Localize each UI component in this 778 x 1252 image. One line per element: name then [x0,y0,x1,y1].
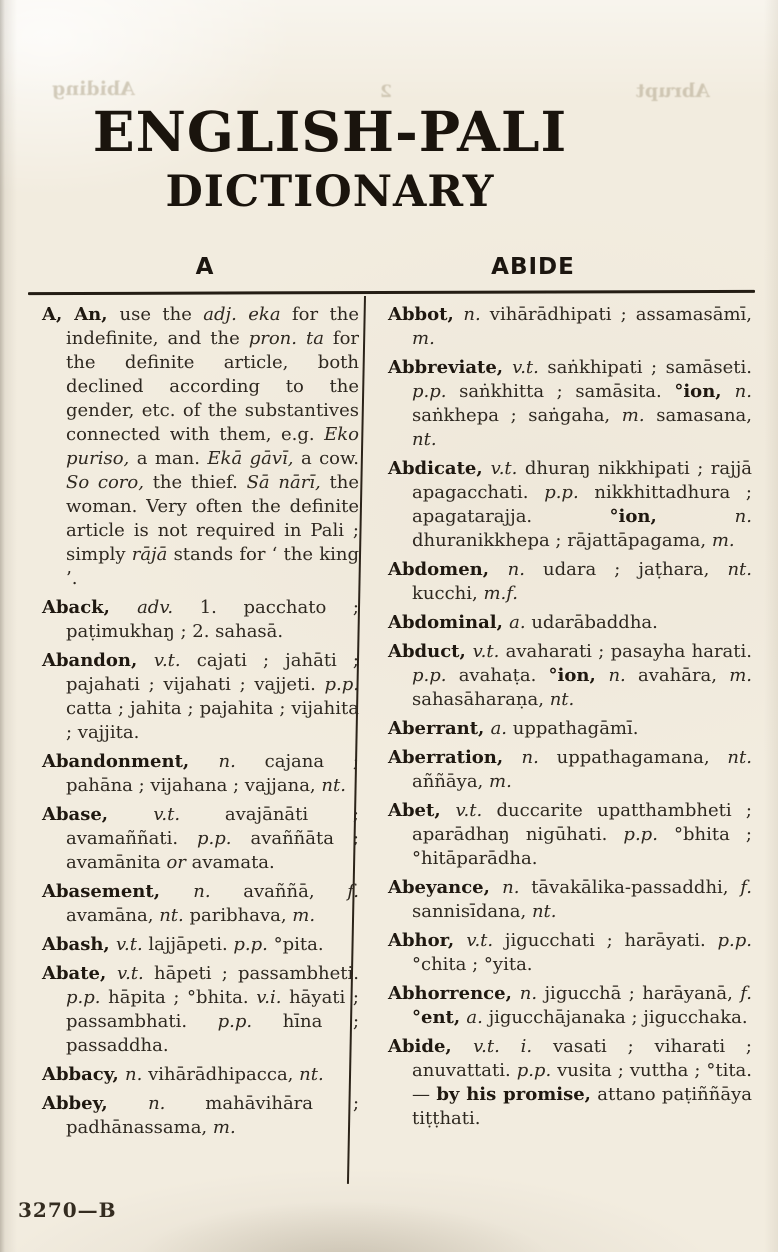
book-title [25,99,635,217]
entry-text: nt. [412,429,437,450]
entry-text: hīna ; passaddha. [66,1011,360,1056]
entry-text: v.t. [512,357,539,378]
dictionary-entry [388,457,752,553]
entry-text: rājā [131,544,168,565]
headword: Aback, [42,597,138,618]
dictionary-entry [42,596,359,644]
entry-text: saṅkhipati ; samāseti. [538,357,752,378]
entry-text: avajānāti ; avamaññati. [66,804,359,849]
entry-text: avaññā, [210,881,348,902]
headword: A, An, [42,304,120,325]
entry-text: hāyati ; passambhati. [66,987,359,1032]
entry-text: nt. [549,689,575,710]
entry-text: catta ; jahita ; pajahita ; vijahita ; vajjita. [66,698,359,743]
entry-text: for the indefinite, and the [66,304,360,349]
headword: Abide, [388,1036,474,1057]
entry-text: nt. [299,1064,324,1085]
entry-text: saṅkhitta ; samāsita. [446,381,675,402]
headword: Abbey, [42,1093,149,1114]
entry-text: p.p. [717,930,752,951]
entry-text: v.t. [472,641,500,662]
title-line-dictionary: DICTIONARY [165,167,495,217]
entry-text: p.p. [412,665,447,686]
entry-text: n. [148,1093,166,1114]
entry-text: for the definite article, both declined according to the gender, etc. of the substantives connected with them, e.g. [66,328,360,445]
entry-text: n. [734,506,752,527]
guide-word-right: ABIDE [491,254,575,280]
entry-text: the thief. [143,472,247,493]
entry-text: Sā nārī, [246,472,321,493]
entry-text: avamāna, [66,905,160,926]
entry-text: use the [119,304,204,325]
entry-text: vihārādhipacca, [142,1064,300,1085]
left-column [42,303,359,1145]
entry-text: jigucchati ; harāyati. [493,930,718,951]
dictionary-entry [388,303,752,351]
entry-text: avahāra, [625,665,730,686]
entry-text: lajjāpeti. [142,934,234,955]
entry-text: p.p. [66,987,101,1008]
entry-text: or [166,852,186,873]
headword: Abdomen, [388,559,508,580]
entry-text: m.f. [483,583,519,604]
dictionary-entry [388,982,752,1030]
entry-text: °ion, [548,665,609,686]
entry-text: nt. [531,901,557,922]
dictionary-entry [388,929,752,977]
headword: Abate, [42,963,118,984]
entry-text: adj. eka [203,304,281,325]
bleed-page-number: 2 [380,82,392,102]
entry-text: dhuraŋ nikkhipati ; rajjā apagacchati. [412,458,753,503]
entry-text: °bhita ; °hitāparādha. [412,824,752,869]
headword: Abbreviate, [388,357,513,378]
entry-text: v.t. [117,963,144,984]
entry-text: °ion, [609,506,735,527]
entry-text: v.t. i. [473,1036,533,1057]
entry-text: attano paṭiññāya tiṭṭhati. [412,1084,752,1129]
headword: Aberration, [388,747,522,768]
dictionary-entry [42,303,359,591]
entry-text: tāvakālika-passaddhi, [519,877,741,898]
entry-text: p.p. [217,1011,253,1032]
entry-text: uppathagamana, [538,747,728,768]
entry-text: nt. [727,747,752,768]
entry-text: m. [292,905,316,926]
guide-word-left: A [195,254,215,280]
entry-text: the woman. Very often the definite article is not required in Pali ; simply [66,472,359,565]
entry-text: v.i. [256,987,282,1008]
dictionary-entry [388,640,752,712]
entry-text: Ekā gāvī, [207,448,294,469]
headword: Aberrant, [388,718,491,739]
dictionary-entry [388,558,752,606]
headword: Abbacy, [42,1064,126,1085]
header-rule [28,290,755,295]
headword: Abhorrence, [388,983,520,1004]
dictionary-entry [42,1063,359,1087]
entry-text: p.p. [233,934,268,955]
entry-text: n. [734,381,752,402]
entry-text: pron. ta [248,328,324,349]
entry-text: sahasāharaṇa, [412,689,550,710]
headword: Abet, [388,800,456,821]
entry-text: m. [489,771,512,792]
entry-text: dhuranikkhepa ; rājattāpagama, [412,530,712,551]
entry-text: vasati ; viharati ; anuvattati. [412,1036,752,1081]
entry-text: p.p. [197,828,232,849]
entry-text: n. [521,747,539,768]
entry-text: uppathagāmī. [507,718,639,739]
right-column [388,303,752,1136]
entry-text: f. [347,881,360,902]
entry-text: n. [519,983,538,1004]
entry-text: a. [490,718,508,739]
entry-text: cajati ; jahāti ; pajahati ; vijahati ; vajjeti. [66,650,359,695]
entry-text: °chita ; °yita. [412,954,533,975]
entry-text: °ent, [412,1007,467,1028]
entry-text: v.t. [115,934,143,955]
entry-text: p.p. [544,482,579,503]
entry-text: n. [125,1064,143,1085]
headword: Abdicate, [388,458,491,479]
entry-text: °pita. [267,934,324,955]
dictionary-entry [42,962,359,1058]
headword: Abasement, [42,881,194,902]
entry-text: p.p. [516,1060,552,1081]
entry-text: Eko puriso, [66,424,359,469]
entry-text: kucchi, [412,583,484,604]
entry-text: a man. [129,448,208,469]
entry-text: saṅkhepa ; saṅgaha, [412,405,622,426]
headword: Abeyance, [388,877,503,898]
printer-signature-mark: 3270—B [18,1198,117,1222]
entry-text: hāpeti ; passambheti. [143,963,359,984]
entry-text: m. [412,328,435,349]
dictionary-entry [388,717,752,741]
bleed-guide-word-right: Abrupt [636,80,710,102]
entry-text: avaharati ; pasayha harati. [499,641,752,662]
title-line-english-pali: ENGLISH-PALI [92,99,568,164]
dictionary-entry [42,750,359,798]
entry-text: 1. pacchato ; paṭimukhaŋ ; 2. sahasā. [66,597,359,642]
entry-text: So coro, [66,472,144,493]
dictionary-entry [42,803,359,875]
entry-text: p.p. [623,824,658,845]
headword: Abandon, [42,650,154,671]
dictionary-entry [42,649,359,745]
entry-text: m. [621,405,645,426]
entry-text: n. [218,751,236,772]
entry-text: avamata. [185,852,275,873]
entry-text: sannisīdana, [412,901,532,922]
entry-text: nt. [159,905,184,926]
headword: Abandonment, [42,751,219,772]
entry-text: f. [740,983,752,1004]
entry-text: n. [502,877,520,898]
entry-text: nt. [321,775,346,796]
entry-text: v.t. [153,804,181,825]
headword: Abhor, [388,930,467,951]
bleed-guide-word-left: Abiding [52,78,135,100]
entry-text: m. [212,1117,236,1138]
dictionary-entry [388,746,752,794]
entry-text: v.t. [490,458,518,479]
dictionary-entry [42,933,359,957]
entry-text: a. [509,612,526,633]
dictionary-entry [388,356,752,452]
dictionary-entry [388,1035,752,1131]
entry-text: vusita ; vuttha ; °tita. — [412,1060,753,1105]
entry-text: mahāvihāra ; padhānassama, [66,1093,360,1138]
entry-text: udara ; jaṭhara, [524,559,728,580]
headword: Abdominal, [388,612,510,633]
entry-text: f. [740,877,752,898]
headword: Abash, [42,934,116,955]
entry-text: avaññāta ; avamānita [66,828,359,873]
entry-text: n. [463,304,481,325]
headword: Abbot, [388,304,464,325]
entry-text: hāpita ; °bhita. [100,987,257,1008]
entry-text: v.t. [153,650,181,671]
entry-text: m. [711,530,735,551]
entry-text: paribhava, [183,905,293,926]
entry-text: v.t. [466,930,494,951]
entry-text: n. [507,559,525,580]
entry-text: by his promise, [436,1084,591,1105]
entry-text: a. [466,1007,483,1028]
dictionary-entry [42,880,359,928]
entry-text: vihārādhipati ; assamasāmī, [480,304,753,325]
dictionary-entry [388,611,752,635]
entry-text: adv. [137,597,174,618]
entry-text: p.p. [412,381,447,402]
entry-text: °ion, [674,381,735,402]
entry-text: m. [729,665,752,686]
entry-text: samasana, [644,405,752,426]
entry-text: nt. [727,559,753,580]
dictionary-entry [388,799,752,871]
entry-text: n. [193,881,211,902]
dictionary-entry [42,1092,359,1140]
entry-text: jigucchā ; harāyanā, [537,983,741,1004]
entry-text: udarābaddha. [525,612,658,633]
entry-text: cajana ; pahāna ; vijahana ; vajjana, [66,751,359,796]
dictionary-entry [388,876,752,924]
entry-text: a cow. [293,448,360,469]
entry-text: n. [608,665,626,686]
entry-text: duccarite upatthambheti ; aparādhaŋ nigūhati. [412,800,752,845]
entry-text: v.t. [455,800,483,821]
entry-text: aññāya, [412,771,489,792]
entry-text: avahaṭa. [446,665,549,686]
entry-text: stands for ‘ the king ’. [66,544,360,589]
entry-text: p.p. [324,674,359,695]
headword: Abduct, [388,641,473,662]
entry-text: nikkhittadhura ; apagatarajja. [412,482,752,527]
headword: Abase, [42,804,154,825]
entry-text: jigucchājanaka ; jigucchaka. [482,1007,748,1028]
